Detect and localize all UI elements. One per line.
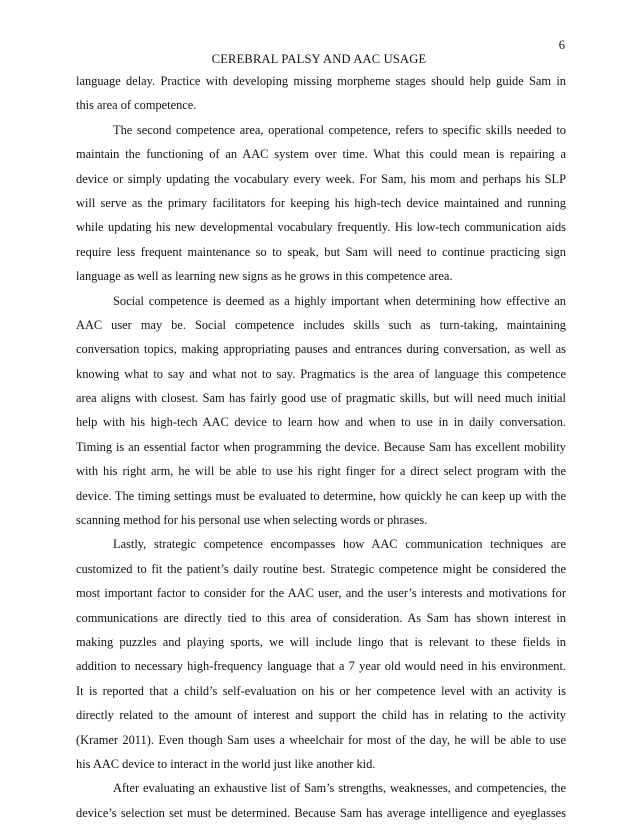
text-line: AAC user may be. Social competence includes skills such as turn-taking, maintaining (76, 317, 566, 332)
text-line: most important factor to consider for the AAC user, and the user’s interests and motivations for (76, 586, 566, 601)
text-line: language delay. Practice with developing missing morpheme stages should help guide Sam in (76, 74, 566, 88)
text-line: maintain the functioning of an AAC system over time. What this could mean is repairing a (76, 147, 566, 162)
text-line: with his right arm, he will be able to use his right finger for a direct select program with the (76, 464, 566, 479)
text-line: communications are directly tied to this area of consideration. As Sam has shown interest in (76, 610, 566, 625)
paragraph (76, 118, 566, 289)
paragraph (76, 776, 566, 825)
text-line: scanning method for his personal use when selecting words or phrases. (76, 513, 428, 528)
text-line: will serve as the primary facilitators for keeping his high-tech device maintained and running (76, 195, 566, 210)
body-text (76, 69, 566, 825)
page-number: 6 (558, 38, 565, 52)
text-line: device or simply updating the vocabulary every week. For Sam, his mom and perhaps his SLP (76, 171, 566, 186)
text-line: area aligns with closest. Sam has fairly good use of pragmatic skills, but will need much initial (76, 391, 566, 406)
text-line: require less frequent maintenance so to speak, but Sam will need to continue practicing sign (76, 244, 566, 259)
paragraph (76, 69, 566, 118)
text-line: directly related to the amount of interest and support the child has in relating to the activity (76, 708, 566, 723)
text-line: The second competence area, operational competence, refers to specific skills needed to (113, 122, 566, 137)
text-line: Lastly, strategic competence encompasses how AAC communication techniques are (113, 537, 566, 552)
text-line: device’s selection set must be determined. Because Sam has average intelligence and eyeglasses (76, 805, 566, 820)
text-line: language as well as learning new signs as he grows in this competence area. (76, 269, 453, 284)
running-head: CEREBRAL PALSY AND AAC USAGE (211, 52, 427, 66)
text-line: this area of competence. (76, 98, 197, 113)
text-line: his AAC device to interact in the world just like another kid. (76, 756, 376, 771)
text-line: Timing is an essential factor when programming the device. Because Sam has excellent mobility (76, 439, 566, 454)
text-line: It is reported that a child’s self-evaluation on his or her competence level with an activity is (76, 683, 566, 698)
text-line: knowing what to say and what not to say. Pragmatics is the area of language this competence (76, 366, 566, 381)
text-line: while updating his new developmental vocabulary frequently. His low-tech communication aids (76, 220, 566, 235)
paragraph (76, 289, 566, 533)
text-line: help with his high-tech AAC device to learn how and when to use in in daily conversation. (76, 415, 566, 430)
text-line: Social competence is deemed as a highly important when determining how effective an (113, 293, 566, 308)
text-line: conversation topics, making appropriating pauses and entrances during conversation, as well as (76, 342, 566, 357)
text-line: making puzzles and playing sports, we will include lingo that is relevant to these fields in (76, 634, 566, 649)
text-line: customized to fit the patient’s daily routine best. Strategic competence might be considered the (76, 561, 566, 576)
text-line: addition to necessary high-frequency language that a 7 year old would need in his environment. (76, 659, 566, 674)
text-line: (Kramer 2011). Even though Sam uses a wheelchair for most of the day, he will be able to use (76, 732, 566, 747)
paragraph (76, 532, 566, 776)
text-line: device. The timing settings must be evaluated to determine, how quickly he can keep up with the (76, 488, 566, 503)
text-line: After evaluating an exhaustive list of Sam’s strengths, weaknesses, and competencies, the (113, 781, 566, 796)
